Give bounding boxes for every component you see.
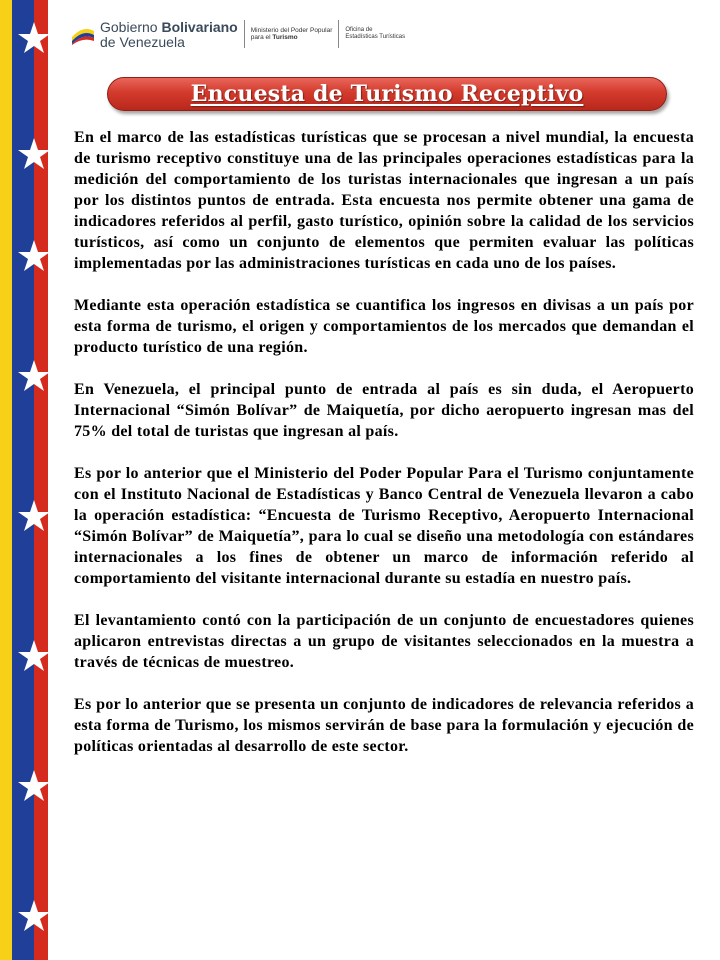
gobierno-logo-text [100, 20, 238, 49]
paragraph-5: El levantamiento contó con la participación de un conjunto de encuestadores quienes aplicaron entrevistas directas a un grupo de visitantes seleccionados en la muestra a través de técnicas de muestreo. [74, 612, 694, 671]
gob-line1-bold: Bolivariano [161, 18, 238, 35]
office-line2: Estadísticas Turísticas [345, 34, 406, 40]
ministry-line2-prefix: para el [250, 34, 273, 41]
paragraph-2: Mediante esta operación estadística se cuantifica los ingresos en divisas a un país por esta forma de turismo, el origen y comportamientos de los mercados que demandan el producto turístico de una región. [74, 297, 694, 356]
gob-line2: de Venezuela [100, 33, 185, 50]
ministry-line2-bold: Turismo [272, 34, 298, 41]
document-body [74, 127, 694, 757]
office-text [345, 27, 405, 41]
flag-ribbon [0, 0, 56, 960]
paragraph-4: Es por lo anterior que el Ministerio del Poder Popular Para el Turismo conjuntamente con el Instituto Nacional de Estadísticas y Banco Central de Venezuela llevaron a cabo la operación estadística: “Encuesta de Turismo Receptivo, Aeropuerto Internacional “Simón Bolívar” de Maiquetía”, para lo cual se diseño una metodología con estándares internacionales a los fines de obtener un marco de información referido al comportamiento del visitante internacional durante su estadía en nuestro país. [74, 465, 694, 587]
paragraph-1: En el marco de las estadísticas turísticas que se procesan a nivel mundial, la encuesta de turismo receptivo constituye una de las principales operaciones estadísticas para la medición del comportamiento de los turistas internacionales que ingresan a un país por los distintos puntos de entrada. Esta encuesta nos permite obtener una gama de indicadores referidos al perfil, gasto turístico, opinión sobre la calidad de los servicios turísticos, así como un conjunto de elementos que permiten evaluar las políticas implementadas por las administraciones turísticas en cada uno de los países. [74, 129, 694, 272]
header-divider-2 [338, 20, 339, 48]
government-header [70, 14, 405, 54]
header-divider [244, 20, 245, 48]
title-banner [107, 77, 667, 111]
office-line1: Oficina de [345, 26, 373, 33]
ministry-text [251, 27, 333, 42]
gob-line1-prefix: Gobierno [100, 18, 162, 35]
ministry-line1: Ministerio del Poder Popular [250, 26, 333, 34]
page-title: Encuesta de Turismo Receptivo [190, 81, 584, 107]
venezuela-flag-emblem-icon [70, 23, 96, 45]
paragraph-3: En Venezuela, el principal punto de entrada al país es sin duda, el Aeropuerto Internacional “Simón Bolívar” de Maiquetía, por dicho aeropuerto ingresan mas del 75% del total de turistas que ingresan al país. [74, 381, 694, 440]
paragraph-6: Es por lo anterior que se presenta un conjunto de indicadores de relevancia referidos a esta forma de Turismo, los mismos servirán de base para la formulación y ejecución de políticas orientadas al desarrollo de este sector. [74, 696, 694, 755]
